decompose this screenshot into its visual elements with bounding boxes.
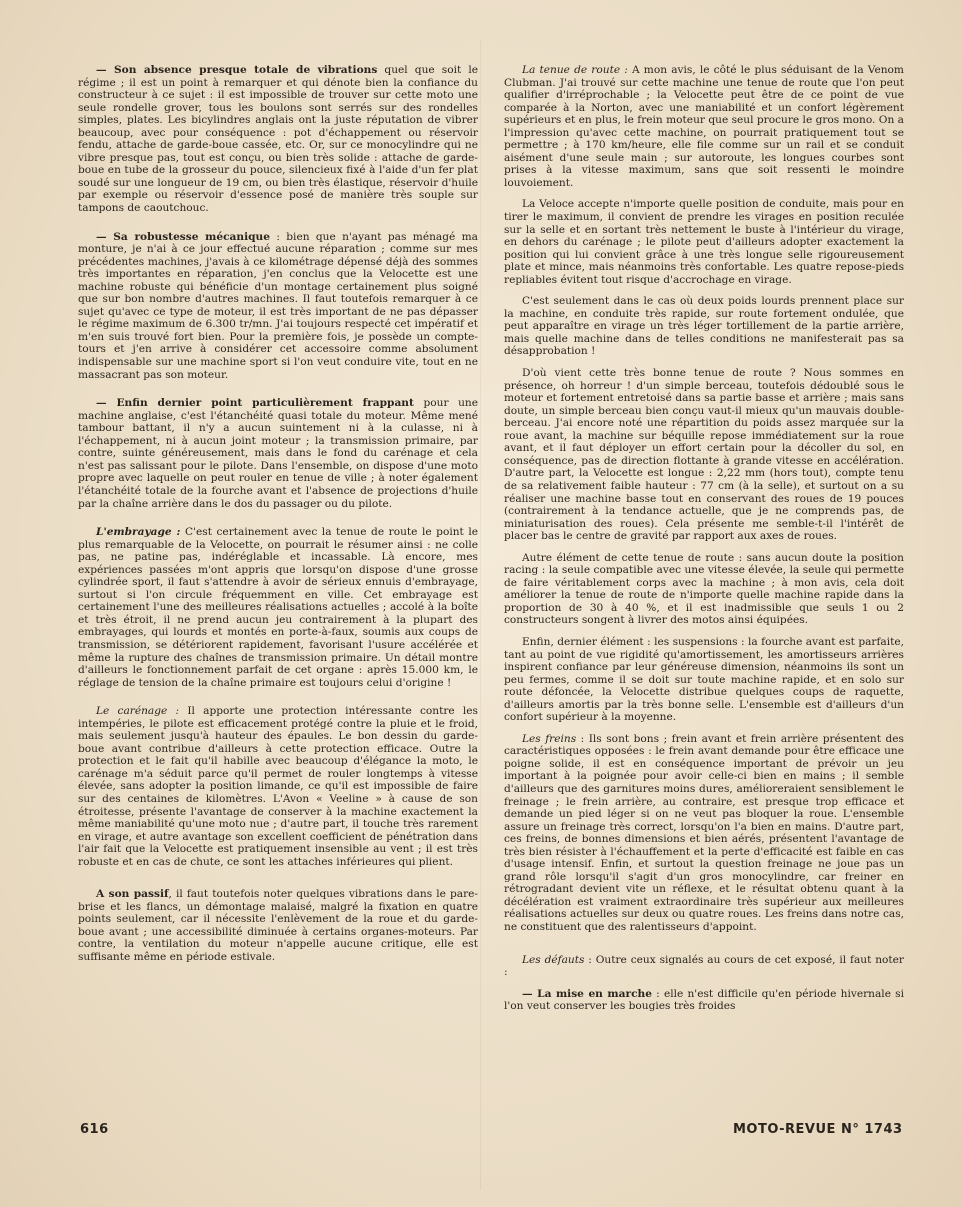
page-fold xyxy=(480,40,481,1190)
text-robustesse: : bien que n'ayant pas ménagé ma monture, je n'ai à ce jour effectué aucune réparation ; comme sur mes précédentes machines, j'avais à ce kilométrage dépensé déjà des sommes très importantes en réparation, j'en conclus que la Velocette est une machine robuste qui bénéficie d'un montage certainement plus soigné que sur bon nombre d'autres machines. Il faut toutefois remarquer à ce sujet qu'avec ce type de moteur, il est très important de ne pas dépasser le régime maximum de 6.300 tr/mn. J'ai toujours respecté cet impératif et m'en suis trouvé fort bien. Pour la première fois, je possède un compte-tours et j'en arrive à considérer cet accessoire comme absolument indispensable sur une machine sport si l'on veut conduire vite, tout en ne massacrant pas son moteur. xyxy=(78,230,478,381)
left-column xyxy=(78,64,478,973)
paragraph-position xyxy=(504,198,904,286)
lead-mise-en-marche: — La mise en marche xyxy=(522,987,652,1000)
right-column xyxy=(504,64,904,1022)
text-passif: , il faut toutefois noter quelques vibrations dans le pare-brise et les flancs, un démontage malaisé, malgré la fixation en quatre points seulement, car il nécessite l'enlèvement de la roue et du garde-boue avant ; une accessibilité diminuée à certains organes-moteurs. Par contre, la ventilation du moteur n'appelle aucune critique, elle est suffisante même en période estivale. xyxy=(78,888,478,963)
paragraph-poids xyxy=(504,295,904,358)
paragraph-defauts xyxy=(504,954,904,979)
paragraph-berceau xyxy=(504,367,904,543)
paragraph-suspensions xyxy=(504,636,904,724)
lead-carenage: Le carénage : xyxy=(96,705,180,718)
lead-etancheite: — Enfin dernier point particulièrement frappant xyxy=(96,397,414,410)
text-mise-en-marche: : elle n'est difficile qu'en période hivernale si l'on veut conserver les bougies très froides xyxy=(504,987,904,1013)
paragraph-passif xyxy=(78,888,478,963)
lead-robustesse: — Sa robustesse mécanique xyxy=(96,230,270,243)
lead-tenue: La tenue de route : xyxy=(522,64,628,76)
lead-passif: A son passif xyxy=(96,888,169,901)
text-etancheite: pour une machine anglaise, c'est l'étanchéité quasi totale du moteur. Même mené tambour battant, il n'y a aucun suintement ni à la culasse, ni à l'échappement, ni à aucun joint moteur ; la transmission primaire, par contre, suinte généreusement, mais dans le fond du carénage et cela n'est pas salissant pour le pilote. Dans l'ensemble, on dispose d'une moto propre avec laquelle on peut rouler en tenue de ville ; à noter également l'étanchéité totale de la fourche avant et l'absence de projections d'huile par la chaîne arrière dans le dos du passager ou du pilote. xyxy=(78,397,478,510)
paragraph-racing xyxy=(504,552,904,627)
text-poids: C'est seulement dans le cas où deux poids lourds prennent place sur la machine, en conduite très rapide, sur route fortement ondulée, que peut apparaître en virage un très léger tortillement de la partie arrière, mais quelle machine dans de telles conditions ne manifesterait pas sa désapprobation ! xyxy=(504,295,904,358)
paragraph-carenage xyxy=(78,705,478,868)
paragraph-freins xyxy=(504,733,904,934)
text-suspensions: Enfin, dernier élément : les suspensions : la fourche avant est parfaite, tant au point de vue rigidité qu'amortissement, les amortisseurs arrières inspirent confiance par leur généreuse dimension, néanmoins ils sont un peu fermes, comme il se doit sur toute machine rapide, et en solo sur route défoncée, la Velocette distribue quelques coups de raquette, d'ailleurs amortis par la très bonne selle. L'ensemble est d'ailleurs d'un confort supérieur à la moyenne. xyxy=(504,635,904,724)
paragraph-robustesse xyxy=(78,231,478,382)
lead-embrayage: L'embrayage : xyxy=(96,526,181,539)
paragraph-etancheite xyxy=(78,397,478,510)
paragraph-embrayage xyxy=(78,526,478,689)
text-carenage: Il apporte une protection intéressante contre les intempéries, le pilote est efficacement protégé contre la pluie et le froid, mais seulement jusqu'à hauteur des épaules. Le bon dessin du garde-boue avant contribue d'ailleurs à cette protection efficace. Outre la protection et le fait qu'il habille avec beaucoup d'élégance la moto, le carénage m'a séduit parce qu'il permet de rouler longtemps à vitesse élevée, sans adopter la position limande, ce qu'il est impossible de faire sur des centaines de kilomètres. L'Avon « Veeline » à cause de son étroitesse, présente l'avantage de conserver à la machine exactement la même maniabilité qu'une moto nue ; d'autre part, il touche très rarement en virage, et autre avantage son excellent coefficient de pénétration dans l'air fait que la Velocette est pratiquement insensible au vent ; il est très robuste et en cas de chute, ce sont les attaches inférieures qui plient. xyxy=(78,705,478,868)
page-number: 616 xyxy=(80,1122,109,1137)
lead-vibrations: — Son absence presque totale de vibrations xyxy=(96,64,378,76)
paragraph-mise-en-marche xyxy=(504,988,904,1013)
lead-freins: Les freins xyxy=(522,732,577,745)
paragraph-tenue xyxy=(504,64,904,189)
magazine-issue: MOTO-REVUE N° 1743 xyxy=(733,1122,903,1137)
paragraph-vibrations xyxy=(78,64,478,215)
text-defauts: : Outre ceux signalés au cours de cet exposé, il faut noter : xyxy=(504,953,904,979)
text-tenue: A mon avis, le côté le plus séduisant de la Venom Clubman. J'ai trouvé sur cette machine une tenue de route que l'on peut qualifier d'irréprochable ; la Velocette peut être de ce point de vue comparée à la Norton, avec une maniabilité et un confort légèrement supérieurs et en plus, le frein moteur que seul procure le gros mono. On a l'impression qu'avec cette machine, on pourrait pratiquement tout se permettre ; à 170 km/heure, elle file comme sur un rail et se conduit aisément d'une seule main ; sur autoroute, les longues courbes sont prises à la vitesse maximum, sans que soit ressenti le moindre louvoiement. xyxy=(504,64,904,189)
text-freins: : Ils sont bons ; frein avant et frein arrière présentent des caractéristiques opposées : le frein avant demande pour être efficace une poigne solide, il est en conséquence important de prévoir un jeu important à la poignée pour avoir celle-ci bien en mains ; il semble d'ailleurs que des garnitures moins dures, amélioreraient sensiblement le freinage ; le frein arrière, au contraire, est presque trop efficace et demande un pied léger si on ne veut pas bloquer la roue. L'ensemble assure un freinage très correct, lorsqu'on l'a bien en mains. D'autre part, ces freins, de bonnes dimensions et bien aérés, présentent l'avantage de très bien résister à l'échauffement et la perte d'efficacité est faible en cas d'usage intensif. Enfin, et surtout la question freinage ne joue pas un grand rôle lorsqu'il s'agit d'un gros monocylindre, car freiner en rétrogradant devient vite un réflexe, et le résultat obtenu quant à la décélération est vraiment extraordinaire très supérieur aux meilleures réalisations actuelles sur deux ou quatre roues. Les freins dans notre cas, ne constituent que des ralentisseurs d'appoint. xyxy=(504,732,904,933)
lead-defauts: Les défauts xyxy=(522,953,585,966)
text-embrayage: C'est certainement avec la tenue de route le point le plus remarquable de la Velocette, on pourrait le résumer ainsi : ne colle pas, ne patine pas, indéréglable et incassable. Là encore, mes expériences passées m'ont appris que lorsqu'on dispose d'une grosse cylindrée sport, il faut s'attendre à avoir de sérieux ennuis d'embrayage, surtout si l'on circule fréquemment en ville. Cet embrayage est certainement l'une des meilleures réalisations actuelles ; accolé à la boîte et très étroit, il ne prend aucun jeu contrairement à la plupart des embrayages, qui lourds et montés en porte-à-faux, soumis aux coups de transmission, se détériorent rapidement, favorisant l'usure accélérée et même la rupture des chaînes de transmission primaire. Un détail montre d'ailleurs le fonctionnement parfait de cet organe : après 15.000 km, le réglage de tension de la chaîne primaire est toujours celui d'origine ! xyxy=(78,526,478,689)
text-vibrations: quel que soit le régime ; il est un point à remarquer et qui dénote bien la confiance du constructeur à ce sujet : il est impossible de trouver sur cette moto une seule rondelle grover, tous les boulons sont serrés sur des rondelles simples, plates. Les bicylindres anglais ont la juste réputation de vibrer beaucoup, avec pour conséquence : pot d'échappement ou réservoir fendu, attache de garde-boue cassée, etc. Or, sur ce monocylindre qui ne vibre presque pas, tout est conçu, ou bien très solide : attache de garde-boue en tube de la grosseur du pouce, silencieux fixé à l'aide d'un fer plat soudé sur une longueur de 19 cm, ou bien très élastique, réservoir d'huile par exemple ou réservoir d'essence posé de manière très souple sur tampons de caoutchouc. xyxy=(78,64,478,215)
text-position: La Veloce accepte n'importe quelle position de conduite, mais pour en tirer le maximum, il convient de prendre les virages en position reculée sur la selle et en sortant très nettement le buste à l'intérieur du virage, en dehors du carénage ; le pilote peut d'ailleurs adopter exactement la position qui lui convient grâce à une très longue selle rigoureusement plate et mince, mais néanmoins très confortable. Les quatre repose-pieds repliables évitent tout risque d'accrochage en virage. xyxy=(504,198,904,286)
text-berceau: D'où vient cette très bonne tenue de route ? Nous sommes en présence, oh horreur ! d'un simple berceau, toutefois dédoublé sous le moteur et fortement entretoisé dans sa partie basse et arrière ; mais sans doute, un simple berceau bien conçu vaut-il mieux qu'un mauvais double-berceau. J'ai encore noté une répartition du poids assez marquée sur la roue avant, la machine sur béquille repose immédiatement sur la roue avant, et il faut déployer un effort certain pour la décoller du sol, en conséquence, pas de direction flottante à grande vitesse en accélération. D'autre part, la Velocette est longue : 2,22 mm (hors tout), compte tenu de sa relativement faible hauteur : 77 cm (à la selle), et surtout on a su réaliser une machine basse tout en conservant des roues de 19 pouces (contrairement à la tendance actuelle, que je ne comprends pas, de miniaturisation des roues). Cela présente me semble-t-il l'intérêt de placer bas le centre de gravité par rapport aux axes de roues. xyxy=(504,367,904,543)
text-racing: Autre élément de cette tenue de route : sans aucun doute la position racing : la seule compatible avec une vitesse élevée, la seule qui permette de faire véritablement corps avec la machine ; à mon avis, cela doit améliorer la tenue de route de n'importe quelle machine rapide dans la proportion de 30 à 40 %, et il est inadmissible que seuls 1 ou 2 constructeurs songent à livrer des motos ainsi équipées. xyxy=(504,551,904,627)
